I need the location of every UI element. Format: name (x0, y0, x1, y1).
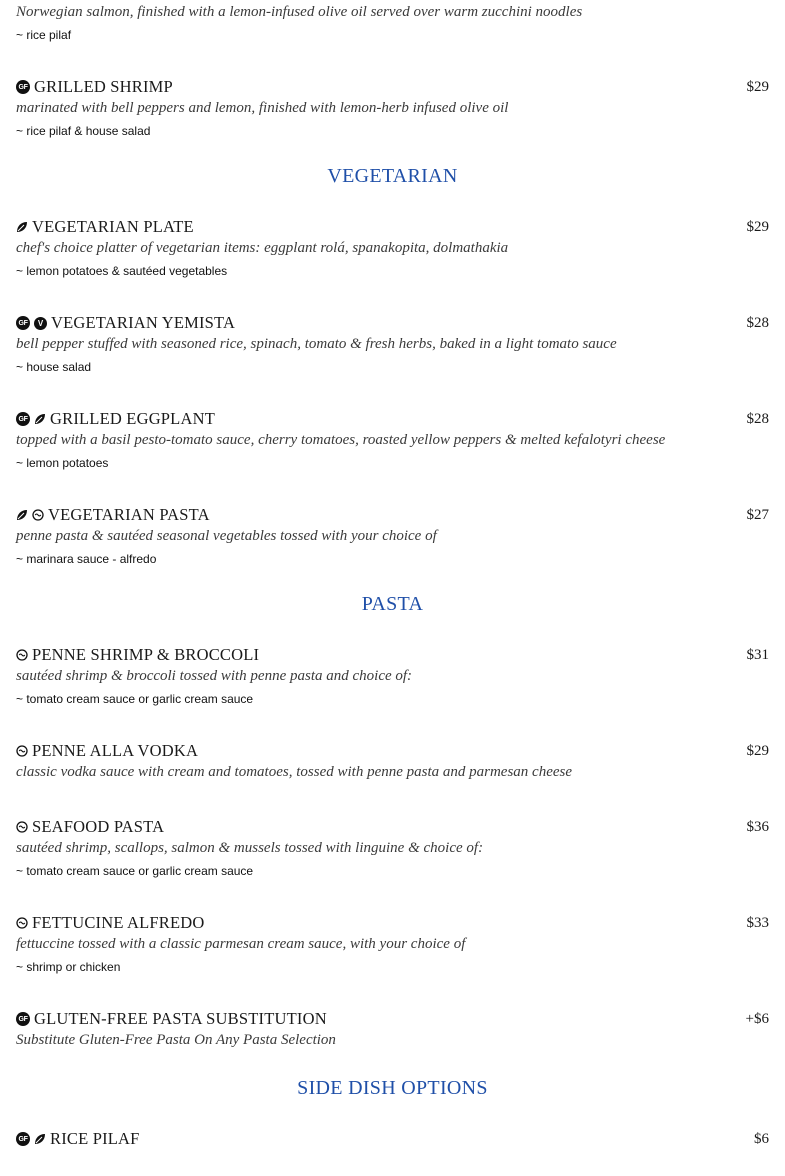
menu-item-vegetarian-plate (16, 217, 194, 237)
vegetarian-leaf-icon (34, 413, 46, 425)
item-name: VEGETARIAN PASTA (48, 505, 210, 524)
vegetarian-leaf-icon (16, 221, 28, 233)
menu-item-grilled-shrimp (16, 77, 173, 97)
item-name: VEGETARIAN PLATE (32, 217, 194, 236)
top-item-description: Norwegian salmon, finished with a lemon-infused olive oil served over warm zucchini noodles (16, 4, 583, 20)
section-heading-pasta: PASTA (361, 593, 424, 615)
item-description: sautéed shrimp, scallops, salmon & mussels tossed with linguine & choice of: (16, 840, 484, 856)
gluten-free-icon: GF (16, 80, 30, 94)
item-price: $28 (746, 411, 769, 427)
item-description: sautéed shrimp & broccoli tossed with penne pasta and choice of: (16, 668, 413, 684)
item-price: $29 (746, 743, 769, 759)
item-name: FETTUCINE ALFREDO (32, 913, 205, 932)
item-name: RICE PILAF (50, 1129, 140, 1148)
item-sides: ~ lemon potatoes & sautéed vegetables (16, 264, 228, 278)
item-price: $29 (746, 219, 769, 235)
item-price: $33 (746, 915, 769, 931)
menu-item-gluten-free-pasta-substitution (16, 1009, 327, 1029)
item-price: $31 (746, 647, 769, 663)
menu-item-fettucine-alfredo (16, 913, 205, 933)
menu-item-seafood-pasta (16, 817, 164, 837)
gluten-free-icon: GF (16, 1132, 30, 1146)
item-price: $6 (754, 1131, 769, 1147)
vegan-icon: V (34, 317, 47, 330)
gluten-free-icon: GF (16, 1012, 30, 1026)
menu-item-vegetarian-yemista (16, 313, 235, 333)
item-price: $28 (746, 315, 769, 331)
item-sides: ~ tomato cream sauce or garlic cream sauce (16, 864, 254, 878)
item-price: $29 (746, 79, 769, 95)
menu-item-grilled-eggplant (16, 409, 215, 429)
item-name: VEGETARIAN YEMISTA (51, 313, 236, 332)
gluten-free-icon: GF (16, 316, 30, 330)
vegetarian-leaf-icon (16, 509, 28, 521)
pasta-icon (16, 917, 28, 929)
item-price: $27 (746, 507, 769, 523)
section-heading-vegetarian: VEGETARIAN (327, 165, 458, 187)
pasta-icon (16, 745, 28, 757)
item-name: PENNE SHRIMP & BROCCOLI (32, 645, 260, 664)
top-item-sides: ~ rice pilaf (16, 28, 72, 42)
item-name: GLUTEN-FREE PASTA SUBSTITUTION (34, 1009, 327, 1028)
pasta-icon (32, 509, 44, 521)
item-name: GRILLED SHRIMP (34, 77, 173, 96)
gluten-free-icon: GF (16, 412, 30, 426)
menu-item-penne-alla-vodka (16, 741, 198, 761)
section-heading-side-dishes: SIDE DISH OPTIONS (297, 1077, 488, 1099)
item-sides: ~ shrimp or chicken (16, 960, 121, 974)
item-sides: ~ marinara sauce - alfredo (16, 552, 157, 566)
item-sides: ~ tomato cream sauce or garlic cream sauce (16, 692, 254, 706)
pasta-icon (16, 649, 28, 661)
item-description: marinated with bell peppers and lemon, finished with lemon-herb infused olive oil (16, 100, 509, 116)
item-description: chef's choice platter of vegetarian items: eggplant rolá, spanakopita, dolmathakia (16, 240, 509, 256)
item-description: fettuccine tossed with a classic parmesan cream sauce, with your choice of (16, 936, 466, 952)
item-name: SEAFOOD PASTA (32, 817, 165, 836)
item-description: bell pepper stuffed with seasoned rice, spinach, tomato & fresh herbs, baked in a light tomato sauce (16, 336, 617, 352)
item-description: penne pasta & sautéed seasonal vegetables tossed with your choice of (16, 528, 437, 544)
vegetarian-leaf-icon (34, 1133, 46, 1145)
item-sides: ~ rice pilaf & house salad (16, 124, 151, 138)
item-description: Substitute Gluten-Free Pasta On Any Pasta Selection (16, 1032, 336, 1048)
item-price: +$6 (745, 1011, 769, 1027)
item-sides: ~ lemon potatoes (16, 456, 109, 470)
pasta-icon (16, 821, 28, 833)
item-sides: ~ house salad (16, 360, 92, 374)
item-name: GRILLED EGGPLANT (50, 409, 215, 428)
menu-item-vegetarian-pasta (16, 505, 210, 525)
menu-item-penne-shrimp-broccoli (16, 645, 259, 665)
item-name: PENNE ALLA VODKA (32, 741, 199, 760)
item-description: topped with a basil pesto-tomato sauce, cherry tomatoes, roasted yellow peppers & melted kefalotyri cheese (16, 432, 666, 448)
item-price: $36 (746, 819, 769, 835)
menu-item-rice-pilaf (16, 1129, 140, 1149)
item-description: classic vodka sauce with cream and tomatoes, tossed with penne pasta and parmesan cheese (16, 764, 573, 780)
